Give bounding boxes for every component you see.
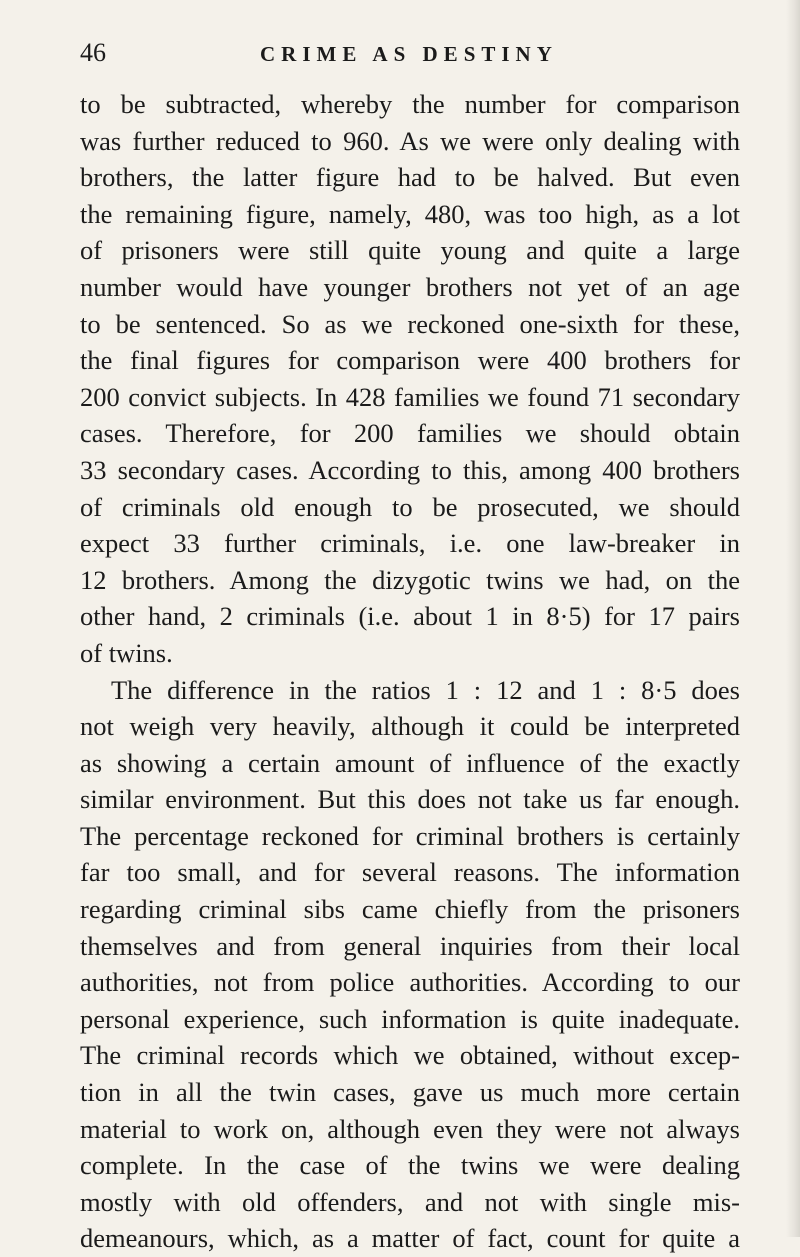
running-title: CRIME AS DESTINY [260, 42, 558, 66]
text-line: of twins. [80, 637, 173, 668]
text-line: as showing a certain amount of influence of the exactly [80, 747, 740, 778]
body-text [80, 86, 740, 1257]
text-line: cases. Therefore, for 200 families we should obtain [80, 418, 740, 449]
text-line: similar environment. But this does not take us far enough. [80, 784, 740, 815]
text-line: material to work on, although even they were not always [80, 1113, 740, 1144]
text-line: of criminals old enough to be prosecuted, we should [80, 491, 740, 522]
paragraph-start-line: The difference in the ratios 1 : 12 and 1 : 8·5 does [111, 674, 740, 705]
text-line: expect 33 further criminals, i.e. one law-breaker in [80, 528, 740, 559]
text-line: not weigh very heavily, although it could be interpreted [80, 711, 740, 742]
text-line: of prisoners were still quite young and quite a large [80, 235, 740, 266]
text-line: authorities, not from police authorities. According to our [80, 967, 740, 998]
text-line: regarding criminal sibs came chiefly from the prisoners [80, 894, 740, 925]
text-line: brothers, the latter figure had to be halved. But even [80, 162, 740, 193]
text-line: demeanours, which, as a matter of fact, count for quite a [80, 1223, 740, 1254]
text-line: themselves and from general inquiries from their local [80, 930, 740, 961]
text-line: the final figures for comparison were 400 brothers for [80, 345, 740, 376]
text-line: tion in all the twin cases, gave us much more certain [80, 1077, 740, 1108]
text-line: complete. In the case of the twins we were dealing [80, 1150, 740, 1181]
text-line: to be subtracted, whereby the number for comparison [80, 89, 740, 119]
text-line: 33 secondary cases. According to this, among 400 brothers [80, 454, 740, 485]
text-line: far too small, and for several reasons. The information [80, 857, 740, 888]
text-line: The percentage reckoned for criminal brothers is certainly [80, 820, 740, 851]
page-edge-shadow [786, 0, 800, 1237]
text-line: to be sentenced. So as we reckoned one-sixth for these, [80, 308, 740, 339]
text-line: 12 brothers. Among the dizygotic twins we had, on the [80, 564, 740, 595]
text-line: was further reduced to 960. As we were only dealing with [80, 125, 740, 156]
text-line: the remaining figure, namely, 480, was too high, as a lot [80, 198, 740, 229]
text-line: mostly with old offenders, and not with single mis- [80, 1186, 740, 1217]
page-number: 46 [80, 38, 106, 67]
text-line: 200 convict subjects. In 428 families we found 71 secondary [80, 381, 740, 412]
text-line: The criminal records which we obtained, without excep- [80, 1040, 740, 1071]
text-line: other hand, 2 criminals (i.e. about 1 in 8·5) for 17 pairs [80, 601, 740, 632]
text-line: number would have younger brothers not yet of an age [80, 271, 740, 302]
text-line: personal experience, such information is quite inadequate. [80, 1003, 740, 1034]
running-head [80, 30, 720, 70]
